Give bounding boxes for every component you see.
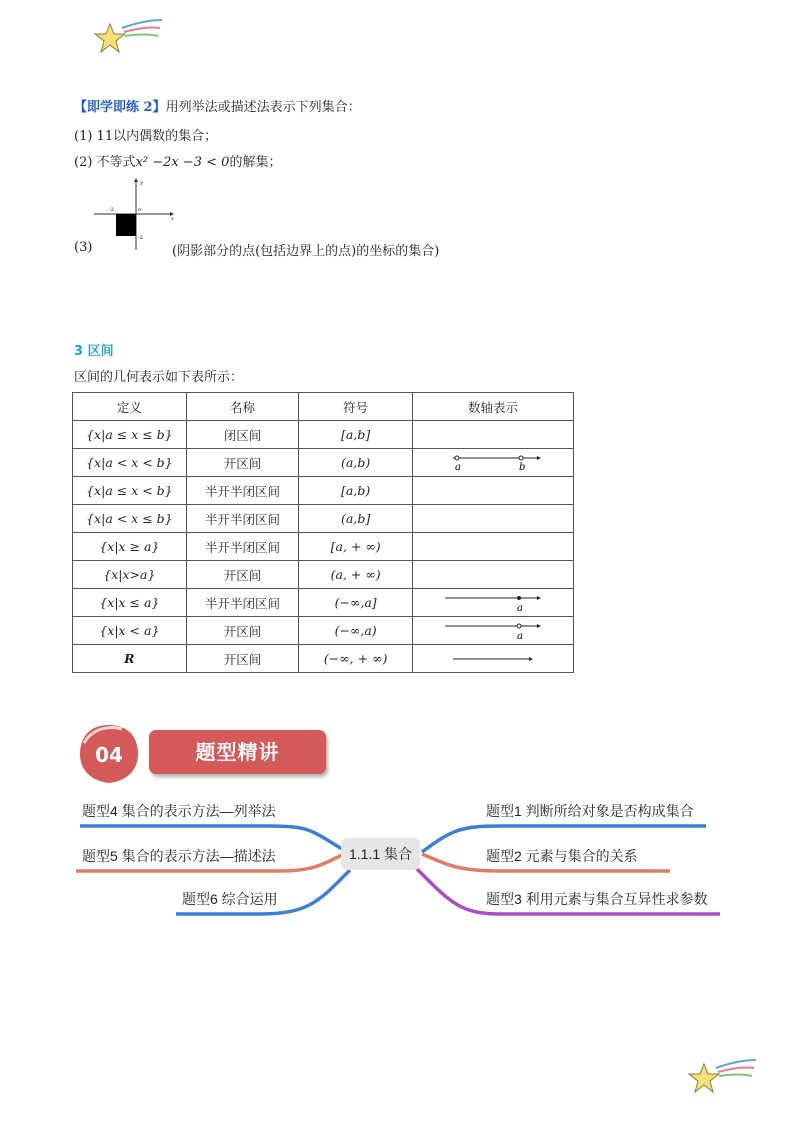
question-2-prefix: (2) 不等式 (74, 155, 136, 170)
symbol-text: (a,b] (341, 511, 371, 526)
neg2-y-label: -2 (138, 235, 143, 241)
number-line-open-left (413, 618, 573, 644)
question-3-number: (3) (74, 240, 93, 255)
name-cell: 半开半闭区间 (186, 477, 299, 505)
axis-cell (412, 505, 573, 533)
table-row (73, 645, 574, 673)
definition-text: R (124, 651, 135, 666)
axis-label-a: a (454, 461, 461, 473)
mindmap-right-item: 题型2 元素与集合的关系 (486, 848, 638, 864)
table-row (73, 617, 574, 645)
symbol-text: [a,b) (341, 483, 371, 498)
definition-cell (73, 645, 187, 673)
axis-label-a: a (516, 630, 523, 642)
mindmap-right-item: 题型1 判断所给对象是否构成集合 (486, 803, 694, 819)
definition-cell (73, 421, 187, 449)
number-line-open-interval (413, 450, 573, 476)
shooting-star-icon (686, 1056, 758, 1100)
symbol-cell (299, 589, 413, 617)
symbol-cell (299, 505, 413, 533)
section-title: 3 区间 (74, 344, 114, 359)
symbol-text: [a, + ∞) (330, 539, 381, 554)
definition-text: {x|x ≤ a} (99, 595, 160, 610)
table-row (73, 505, 574, 533)
exercise-instruction: 用列举法或描述法表示下列集合： (165, 100, 361, 115)
axis-cell (412, 561, 573, 589)
symbol-cell (299, 533, 413, 561)
question-2-suffix: 的解集； (229, 155, 282, 170)
axis-cell (412, 645, 573, 673)
exercise-tag: 【即学即练 2】 (74, 100, 166, 115)
question-2 (74, 151, 281, 170)
axis-cell (412, 617, 573, 645)
y-axis-label: y (140, 180, 143, 186)
definition-cell (73, 589, 187, 617)
table-row (73, 421, 574, 449)
symbol-cell (299, 449, 413, 477)
name-cell: 开区间 (186, 449, 299, 477)
section-number-badge (78, 723, 140, 785)
mindmap-left-item: 题型5 集合的表示方法—描述法 (82, 848, 276, 864)
symbol-text: (−∞,a] (334, 595, 377, 610)
symbol-cell (299, 421, 413, 449)
name-cell: 开区间 (186, 561, 299, 589)
axis-cell (412, 589, 573, 617)
question-1: (1) 11以内偶数的集合； (74, 129, 218, 144)
shooting-star-icon (92, 16, 164, 60)
inequality-math: x² −2x −3 < 0 (135, 155, 230, 170)
definition-text: {x|x < a} (99, 623, 160, 638)
symbol-cell (299, 645, 413, 673)
section-intro: 区间的几何表示如下表所示： (74, 370, 244, 385)
number-line-closed-left (413, 590, 573, 616)
table-row (73, 533, 574, 561)
name-cell: 半开半闭区间 (186, 505, 299, 533)
x-axis-label: x (171, 216, 174, 222)
axis-label-b: b (518, 461, 526, 473)
axis-cell (412, 533, 573, 561)
name-cell: 开区间 (186, 617, 299, 645)
table-row (73, 589, 574, 617)
badge-number: 04 (95, 743, 123, 767)
definition-cell (73, 449, 187, 477)
header-definition: 定义 (73, 393, 187, 421)
definition-text: {x|a ≤ x ≤ b} (86, 427, 173, 442)
neg2-x-label: -2 (109, 207, 114, 213)
table-row (73, 477, 574, 505)
number-line-full (413, 646, 573, 672)
definition-cell (73, 617, 187, 645)
table-header-row (73, 393, 574, 421)
exercise-heading (74, 96, 361, 115)
axis-label-a: a (516, 602, 523, 614)
symbol-text: (−∞, + ∞) (323, 651, 388, 666)
table-row (73, 449, 574, 477)
question-3 (74, 240, 440, 259)
header-axis: 数轴表示 (412, 393, 573, 421)
symbol-cell (299, 617, 413, 645)
mindmap-right-item: 题型3 利用元素与集合互异性求参数 (486, 891, 708, 907)
symbol-text: [a,b] (341, 427, 371, 442)
definition-cell (73, 477, 187, 505)
coordinate-figure (94, 176, 176, 250)
name-cell: 闭区间 (186, 421, 299, 449)
axis-cell (412, 421, 573, 449)
definition-text: {x|a < x ≤ b} (86, 511, 173, 526)
symbol-text: (−∞,a) (334, 623, 377, 638)
definition-cell (73, 561, 187, 589)
symbol-cell (299, 477, 413, 505)
definition-text: {x|x ≥ a} (99, 539, 160, 554)
question-3-description: (阴影部分的点(包括边界上的点)的坐标的集合) (172, 244, 440, 259)
origin-label: o (138, 207, 142, 213)
symbol-text: (a, + ∞) (330, 567, 381, 582)
axis-cell (412, 477, 573, 505)
header-name: 名称 (186, 393, 299, 421)
mindmap-left-item: 题型6 综合运用 (182, 891, 278, 907)
mindmap-left-item: 题型4 集合的表示方法—列举法 (82, 803, 276, 819)
interval-table (72, 392, 574, 673)
name-cell: 半开半闭区间 (186, 589, 299, 617)
mindmap-center-node: 1.1.1 集合 (341, 838, 420, 870)
axis-cell (412, 449, 573, 477)
section-banner: 题型精讲 (149, 730, 326, 774)
definition-cell (73, 533, 187, 561)
name-cell: 开区间 (186, 645, 299, 673)
definition-cell (73, 505, 187, 533)
header-symbol: 符号 (299, 393, 413, 421)
definition-text: {x|a < x < b} (86, 455, 173, 470)
table-row (73, 561, 574, 589)
symbol-cell (299, 561, 413, 589)
name-cell: 半开半闭区间 (186, 533, 299, 561)
symbol-text: (a,b) (341, 455, 371, 470)
definition-text: {x|x>a} (103, 567, 156, 582)
definition-text: {x|a ≤ x < b} (86, 483, 173, 498)
